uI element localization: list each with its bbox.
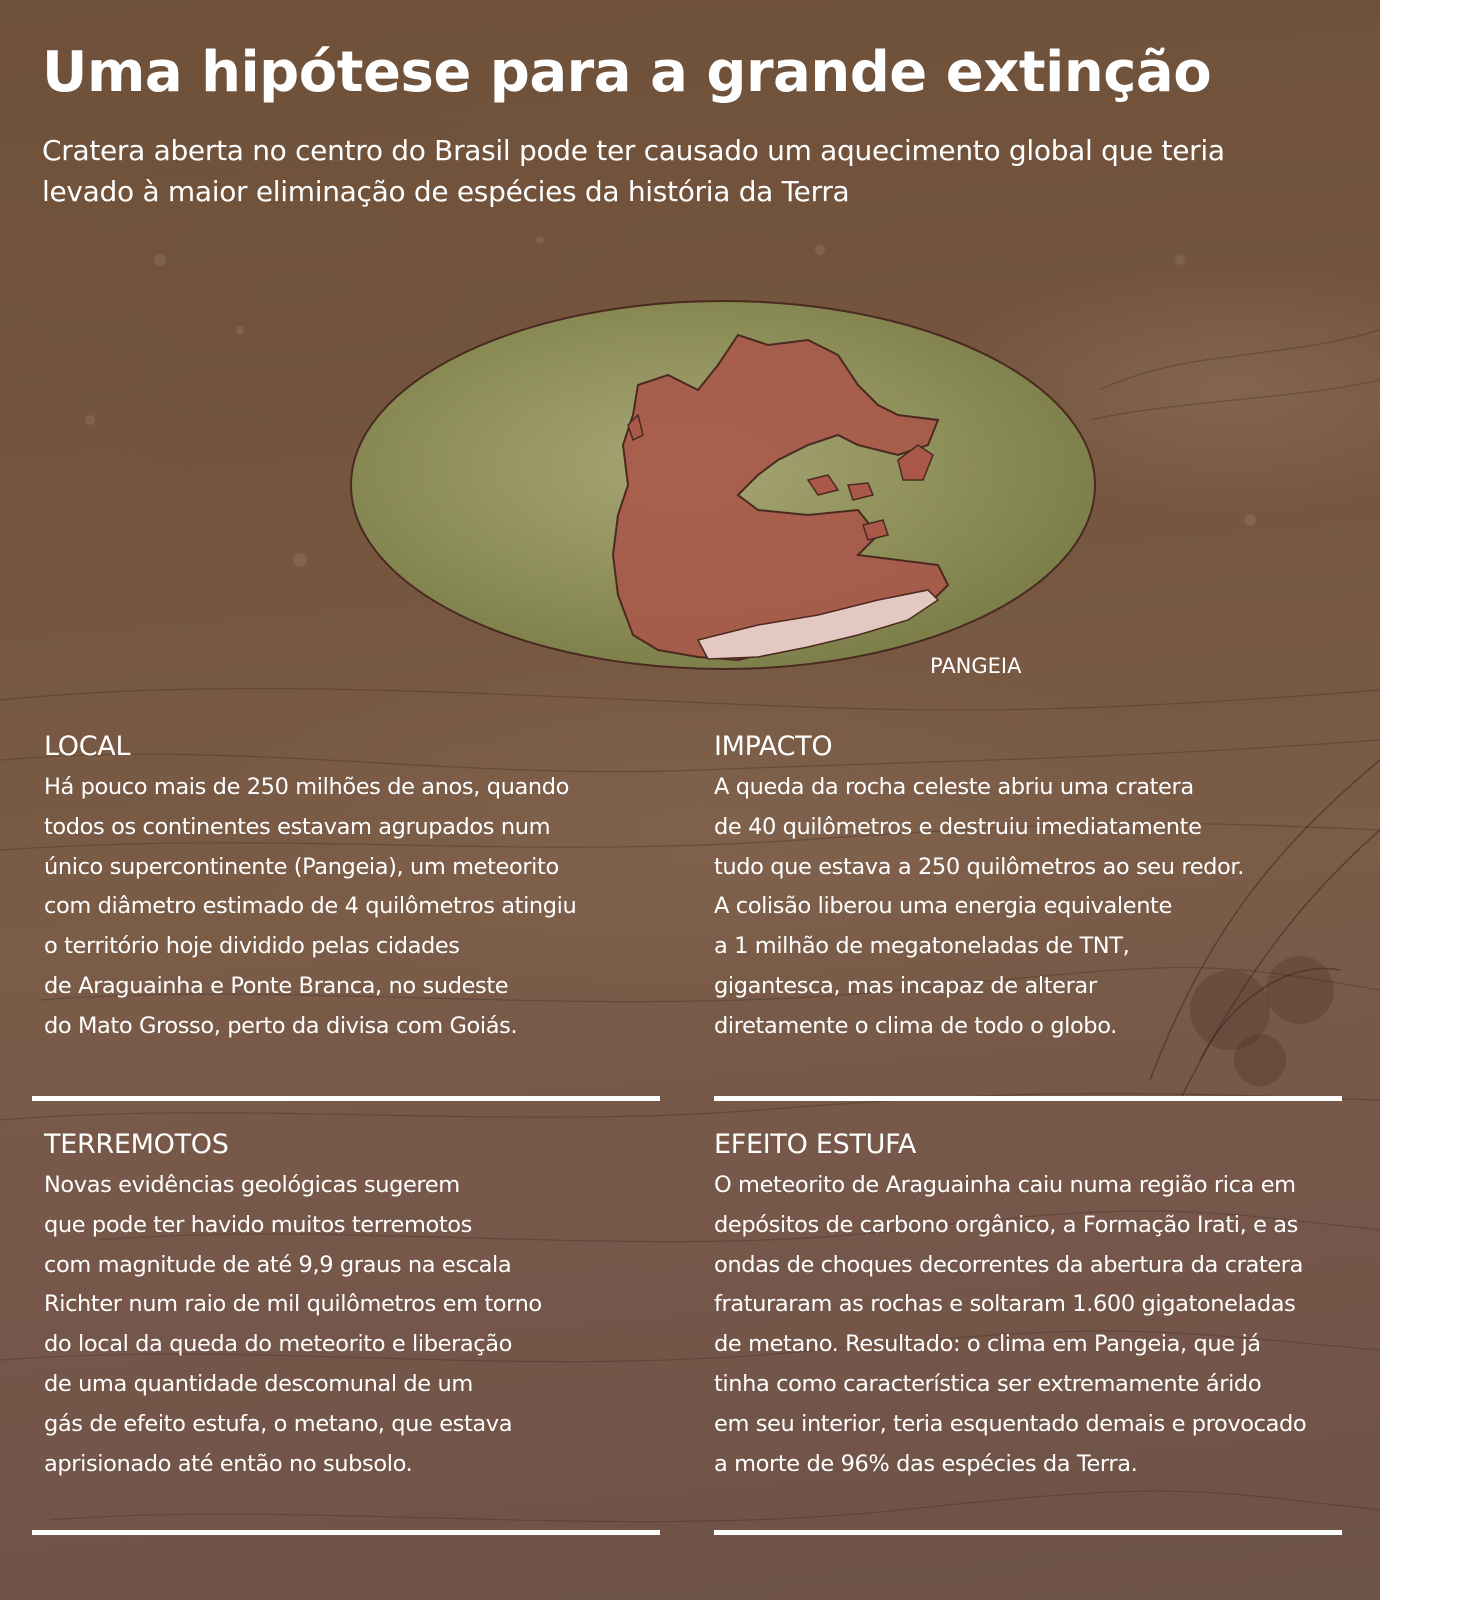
body-line: o território hoje dividido pelas cidades (44, 933, 460, 960)
pangea-label: PANGEIA (930, 654, 1022, 678)
body-line: a morte de 96% das espécies da Terra. (714, 1450, 1138, 1477)
body-line: tinha como característica ser extremamente árido (714, 1370, 1262, 1397)
divider-right-top (714, 1096, 1342, 1101)
section-heading: EFEITO ESTUFA (714, 1129, 917, 1160)
body-line: único supercontinente (Pangeia), um meteorito (44, 853, 559, 880)
body-line: do local da queda do meteorito e liberação (44, 1331, 513, 1358)
body-line: fraturaram as rochas e soltaram 1.600 gigatoneladas (714, 1291, 1296, 1318)
body-line: Há pouco mais de 250 milhões de anos, quando (44, 774, 569, 800)
section-heading: LOCAL (44, 731, 131, 762)
body-line: gás de efeito estufa, o metano, que estava (44, 1410, 513, 1437)
body-line: depósitos de carbono orgânico, a Formação Irati, e as (714, 1211, 1299, 1238)
body-line: A colisão liberou uma energia equivalente (714, 893, 1172, 920)
body-line: em seu interior, teria esquentado demais e provocado (714, 1410, 1307, 1437)
section-body (714, 1166, 1354, 1484)
body-line: A queda da rocha celeste abriu uma cratera (714, 774, 1194, 800)
body-line: Novas evidências geológicas sugerem (44, 1172, 460, 1198)
body-line: de Araguainha e Ponte Branca, no sudeste (44, 972, 509, 999)
section-heading: IMPACTO (714, 731, 833, 762)
body-line: ondas de choques decorrentes da abertura da cratera (714, 1251, 1304, 1278)
body-line: de metano. Resultado: o clima em Pangeia, que já (714, 1331, 1261, 1358)
body-line: com diâmetro estimado de 4 quilômetros atingiu (44, 893, 577, 920)
subtitle-line-2: levado à maior eliminação de espécies da história da Terra (42, 175, 850, 208)
body-line: O meteorito de Araguainha caiu numa região rica em (714, 1172, 1296, 1198)
body-line: aprisionado até então no subsolo. (44, 1450, 413, 1477)
section-heading: TERREMOTOS (44, 1129, 229, 1160)
body-line: diretamente o clima de todo o globo. (714, 1012, 1117, 1039)
section-body (44, 768, 664, 1047)
divider-left-bottom (32, 1530, 660, 1535)
page-title: Uma hipótese para a grande extinção (42, 40, 1212, 105)
pangea-map (338, 295, 1108, 675)
body-line: gigantesca, mas incapaz de alterar (714, 972, 1097, 999)
section-body (44, 1166, 664, 1484)
body-line: de 40 quilômetros e destruiu imediatamente (714, 813, 1202, 840)
subtitle-line-1: Cratera aberta no centro do Brasil pode ter causado um aquecimento global que teria (42, 134, 1225, 167)
body-line: a 1 milhão de megatoneladas de TNT, (714, 933, 1130, 960)
section-efeito-estufa (714, 1128, 1354, 1484)
section-terremotos (44, 1128, 664, 1484)
body-line: com magnitude de até 9,9 graus na escala (44, 1251, 512, 1278)
section-impacto (714, 730, 1334, 1047)
page-subtitle (42, 130, 1362, 212)
body-line: Richter num raio de mil quilômetros em torno (44, 1291, 542, 1318)
body-line: todos os continentes estavam agrupados num (44, 813, 551, 840)
body-line: do Mato Grosso, perto da divisa com Goiás. (44, 1012, 518, 1039)
body-line: que pode ter havido muitos terremotos (44, 1211, 472, 1238)
body-line: tudo que estava a 250 quilômetros ao seu redor. (714, 853, 1244, 880)
divider-left-top (32, 1096, 660, 1101)
divider-right-bottom (714, 1530, 1342, 1535)
body-line: de uma quantidade descomunal de um (44, 1370, 473, 1397)
section-body (714, 768, 1334, 1047)
section-local (44, 730, 664, 1047)
